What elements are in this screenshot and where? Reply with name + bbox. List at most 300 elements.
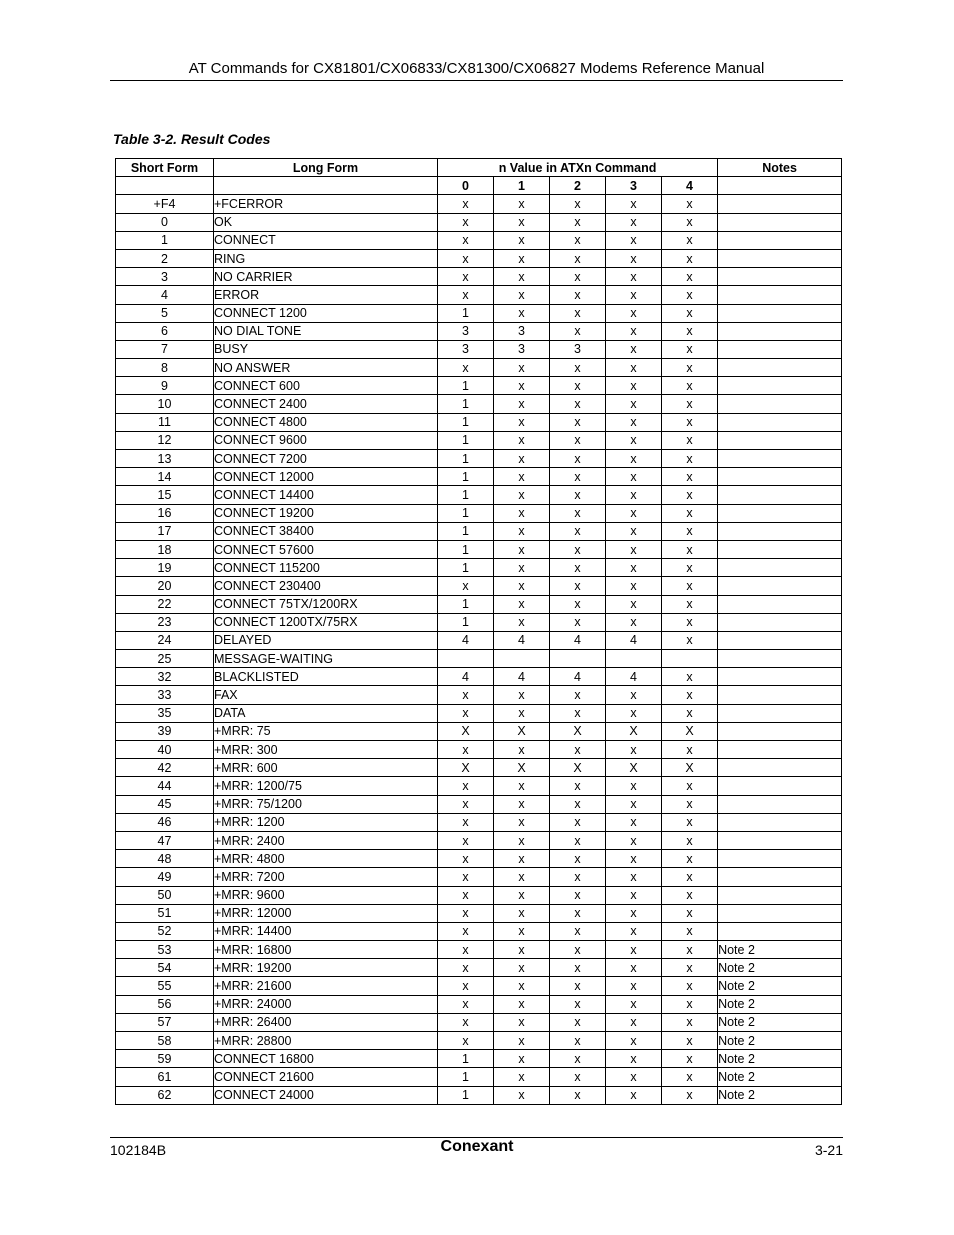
notes-cell: [718, 850, 842, 868]
short-form-cell: 58: [116, 1032, 214, 1050]
notes-cell: [718, 195, 842, 213]
notes-cell: [718, 540, 842, 558]
running-header: AT Commands for CX81801/CX06833/CX81300/CX06827 Modems Reference Manual: [188, 60, 765, 77]
n0-cell: 1: [438, 304, 494, 322]
n3-cell: x: [606, 359, 662, 377]
n2-cell: x: [550, 231, 606, 249]
n2-cell: [550, 650, 606, 668]
n4-cell: x: [662, 395, 718, 413]
n1-cell: x: [494, 522, 550, 540]
notes-cell: Note 2: [718, 995, 842, 1013]
n3-cell: x: [606, 977, 662, 995]
short-form-cell: 17: [116, 522, 214, 540]
notes-cell: Note 2: [718, 1086, 842, 1104]
notes-cell: [718, 522, 842, 540]
table-body: [116, 195, 842, 1104]
short-form-cell: 44: [116, 777, 214, 795]
n4-cell: x: [662, 850, 718, 868]
table-row: [116, 922, 842, 940]
n2-cell: x: [550, 959, 606, 977]
n4-cell: x: [662, 268, 718, 286]
short-form-cell: 40: [116, 741, 214, 759]
n4-cell: x: [662, 941, 718, 959]
n0-cell: 3: [438, 322, 494, 340]
short-form-cell: +F4: [116, 195, 214, 213]
n1-cell: x: [494, 995, 550, 1013]
n3-cell: x: [606, 686, 662, 704]
table-row: [116, 213, 842, 231]
notes-cell: [718, 813, 842, 831]
n0-cell: 1: [438, 504, 494, 522]
long-form-cell: CONNECT 1200: [214, 304, 438, 322]
notes-cell: [718, 722, 842, 740]
n1-cell: x: [494, 941, 550, 959]
n2-cell: X: [550, 722, 606, 740]
n2-cell: 4: [550, 631, 606, 649]
short-form-cell: 49: [116, 868, 214, 886]
n0-cell: 1: [438, 1068, 494, 1086]
n4-cell: x: [662, 540, 718, 558]
table-row: [116, 1032, 842, 1050]
n1-cell: x: [494, 304, 550, 322]
long-form-cell: +MRR: 75/1200: [214, 795, 438, 813]
table-row: [116, 741, 842, 759]
long-form-cell: CONNECT 2400: [214, 395, 438, 413]
n2-cell: x: [550, 831, 606, 849]
table-row: [116, 450, 842, 468]
column-header-long-form: Long Form: [214, 159, 438, 177]
long-form-cell: NO ANSWER: [214, 359, 438, 377]
table-row: [116, 395, 842, 413]
n1-cell: X: [494, 759, 550, 777]
notes-cell: [718, 686, 842, 704]
n4-cell: x: [662, 613, 718, 631]
n4-cell: x: [662, 1013, 718, 1031]
n4-cell: x: [662, 231, 718, 249]
n0-cell: x: [438, 813, 494, 831]
table-row: [116, 468, 842, 486]
n4-cell: x: [662, 304, 718, 322]
n0-cell: x: [438, 850, 494, 868]
long-form-cell: CONNECT 16800: [214, 1050, 438, 1068]
table-row: [116, 377, 842, 395]
n3-cell: x: [606, 1050, 662, 1068]
n1-cell: x: [494, 850, 550, 868]
n2-cell: x: [550, 922, 606, 940]
notes-cell: [718, 741, 842, 759]
short-form-cell: 57: [116, 1013, 214, 1031]
subheader-n3: 3: [606, 177, 662, 195]
short-form-cell: 22: [116, 595, 214, 613]
n1-cell: x: [494, 813, 550, 831]
n1-cell: x: [494, 249, 550, 267]
table-row: [116, 1086, 842, 1104]
long-form-cell: +MRR: 9600: [214, 886, 438, 904]
n2-cell: x: [550, 850, 606, 868]
n2-cell: X: [550, 759, 606, 777]
n1-cell: x: [494, 922, 550, 940]
n0-cell: 1: [438, 377, 494, 395]
n2-cell: x: [550, 304, 606, 322]
table-row: [116, 268, 842, 286]
n2-cell: x: [550, 941, 606, 959]
n4-cell: x: [662, 777, 718, 795]
long-form-cell: FAX: [214, 686, 438, 704]
n3-cell: x: [606, 450, 662, 468]
n4-cell: x: [662, 322, 718, 340]
short-form-cell: 42: [116, 759, 214, 777]
n3-cell: X: [606, 722, 662, 740]
long-form-cell: RING: [214, 249, 438, 267]
short-form-cell: 12: [116, 431, 214, 449]
n3-cell: x: [606, 213, 662, 231]
long-form-cell: CONNECT 230400: [214, 577, 438, 595]
short-form-cell: 55: [116, 977, 214, 995]
n4-cell: x: [662, 704, 718, 722]
n0-cell: 4: [438, 668, 494, 686]
document-number: 102184B: [110, 1142, 167, 1158]
short-form-cell: 24: [116, 631, 214, 649]
notes-cell: [718, 377, 842, 395]
subheader-n4: 4: [662, 177, 718, 195]
n2-cell: x: [550, 377, 606, 395]
long-form-cell: CONNECT 115200: [214, 559, 438, 577]
n4-cell: x: [662, 359, 718, 377]
n1-cell: x: [494, 468, 550, 486]
short-form-cell: 0: [116, 213, 214, 231]
table-row: [116, 650, 842, 668]
table-caption: Table 3-2. Result Codes: [113, 131, 271, 147]
n0-cell: 4: [438, 631, 494, 649]
n1-cell: x: [494, 1050, 550, 1068]
company-name: Conexant: [440, 1138, 514, 1155]
notes-cell: [718, 650, 842, 668]
n4-cell: x: [662, 1068, 718, 1086]
n3-cell: x: [606, 813, 662, 831]
n1-cell: x: [494, 195, 550, 213]
n2-cell: x: [550, 1013, 606, 1031]
n0-cell: x: [438, 922, 494, 940]
n0-cell: 1: [438, 1050, 494, 1068]
n0-cell: 1: [438, 613, 494, 631]
table-row: [116, 977, 842, 995]
column-header-n-value: n Value in ATXn Command: [438, 159, 718, 177]
notes-cell: Note 2: [718, 941, 842, 959]
n2-cell: x: [550, 395, 606, 413]
table-row: [116, 613, 842, 631]
long-form-cell: CONNECT 38400: [214, 522, 438, 540]
table-row: [116, 631, 842, 649]
n0-cell: 1: [438, 540, 494, 558]
long-form-cell: CONNECT 14400: [214, 486, 438, 504]
notes-cell: [718, 631, 842, 649]
n1-cell: x: [494, 977, 550, 995]
n3-cell: x: [606, 504, 662, 522]
n2-cell: x: [550, 504, 606, 522]
n4-cell: x: [662, 668, 718, 686]
n3-cell: 4: [606, 631, 662, 649]
notes-cell: [718, 340, 842, 358]
n0-cell: 1: [438, 559, 494, 577]
n4-cell: x: [662, 213, 718, 231]
short-form-cell: 35: [116, 704, 214, 722]
n1-cell: 3: [494, 340, 550, 358]
short-form-cell: 46: [116, 813, 214, 831]
n3-cell: x: [606, 868, 662, 886]
long-form-cell: +MRR: 14400: [214, 922, 438, 940]
n4-cell: X: [662, 722, 718, 740]
long-form-cell: NO CARRIER: [214, 268, 438, 286]
short-form-cell: 23: [116, 613, 214, 631]
n1-cell: x: [494, 777, 550, 795]
n3-cell: x: [606, 322, 662, 340]
short-form-cell: 16: [116, 504, 214, 522]
n0-cell: x: [438, 704, 494, 722]
n2-cell: x: [550, 904, 606, 922]
short-form-cell: 19: [116, 559, 214, 577]
n2-cell: x: [550, 777, 606, 795]
notes-cell: [718, 831, 842, 849]
notes-cell: [718, 886, 842, 904]
n3-cell: x: [606, 231, 662, 249]
table-row: [116, 431, 842, 449]
n0-cell: x: [438, 868, 494, 886]
table-row: [116, 704, 842, 722]
notes-cell: [718, 704, 842, 722]
n4-cell: x: [662, 741, 718, 759]
table-row: [116, 231, 842, 249]
table-row: [116, 759, 842, 777]
short-form-cell: 20: [116, 577, 214, 595]
long-form-cell: +MRR: 2400: [214, 831, 438, 849]
long-form-cell: BUSY: [214, 340, 438, 358]
short-form-cell: 7: [116, 340, 214, 358]
table-row: [116, 304, 842, 322]
n0-cell: x: [438, 231, 494, 249]
long-form-cell: CONNECT 1200TX/75RX: [214, 613, 438, 631]
notes-cell: Note 2: [718, 1032, 842, 1050]
n3-cell: x: [606, 468, 662, 486]
column-header-short-form: Short Form: [116, 159, 214, 177]
long-form-cell: +MRR: 16800: [214, 941, 438, 959]
n2-cell: x: [550, 868, 606, 886]
n4-cell: x: [662, 249, 718, 267]
short-form-cell: 52: [116, 922, 214, 940]
long-form-cell: MESSAGE-WAITING: [214, 650, 438, 668]
n0-cell: x: [438, 795, 494, 813]
n2-cell: x: [550, 286, 606, 304]
short-form-cell: 5: [116, 304, 214, 322]
n2-cell: x: [550, 741, 606, 759]
n3-cell: x: [606, 486, 662, 504]
short-form-cell: 15: [116, 486, 214, 504]
long-form-cell: +MRR: 300: [214, 741, 438, 759]
n0-cell: x: [438, 831, 494, 849]
subheader-n1: 1: [494, 177, 550, 195]
n3-cell: x: [606, 377, 662, 395]
n3-cell: x: [606, 431, 662, 449]
table-row: [116, 795, 842, 813]
n2-cell: x: [550, 886, 606, 904]
n2-cell: 3: [550, 340, 606, 358]
n3-cell: x: [606, 595, 662, 613]
n4-cell: X: [662, 759, 718, 777]
n4-cell: x: [662, 595, 718, 613]
n1-cell: x: [494, 1032, 550, 1050]
n4-cell: x: [662, 577, 718, 595]
n0-cell: x: [438, 577, 494, 595]
n3-cell: x: [606, 831, 662, 849]
table-row: [116, 195, 842, 213]
n0-cell: x: [438, 249, 494, 267]
short-form-cell: 18: [116, 540, 214, 558]
n3-cell: x: [606, 304, 662, 322]
n4-cell: x: [662, 468, 718, 486]
n1-cell: x: [494, 395, 550, 413]
n3-cell: x: [606, 941, 662, 959]
subheader-n0: 0: [438, 177, 494, 195]
n2-cell: x: [550, 322, 606, 340]
n3-cell: x: [606, 540, 662, 558]
long-form-cell: +MRR: 19200: [214, 959, 438, 977]
n2-cell: x: [550, 431, 606, 449]
notes-cell: Note 2: [718, 959, 842, 977]
n4-cell: x: [662, 286, 718, 304]
notes-cell: [718, 868, 842, 886]
n0-cell: x: [438, 941, 494, 959]
n1-cell: x: [494, 559, 550, 577]
n0-cell: x: [438, 686, 494, 704]
table-row: [116, 886, 842, 904]
long-form-cell: +MRR: 21600: [214, 977, 438, 995]
short-form-cell: 10: [116, 395, 214, 413]
column-header-notes: Notes: [718, 159, 842, 177]
long-form-cell: +MRR: 600: [214, 759, 438, 777]
n3-cell: x: [606, 850, 662, 868]
notes-cell: [718, 795, 842, 813]
long-form-cell: CONNECT: [214, 231, 438, 249]
short-form-cell: 11: [116, 413, 214, 431]
n1-cell: x: [494, 286, 550, 304]
short-form-cell: 47: [116, 831, 214, 849]
n4-cell: x: [662, 559, 718, 577]
n4-cell: x: [662, 377, 718, 395]
n1-cell: x: [494, 595, 550, 613]
n2-cell: x: [550, 268, 606, 286]
n2-cell: x: [550, 522, 606, 540]
n0-cell: x: [438, 359, 494, 377]
long-form-cell: +MRR: 1200/75: [214, 777, 438, 795]
n1-cell: x: [494, 1068, 550, 1086]
n4-cell: x: [662, 1086, 718, 1104]
notes-cell: [718, 359, 842, 377]
n1-cell: [494, 650, 550, 668]
subheader-blank: [116, 177, 214, 195]
n0-cell: x: [438, 777, 494, 795]
long-form-cell: +MRR: 24000: [214, 995, 438, 1013]
table-row: [116, 813, 842, 831]
n3-cell: x: [606, 922, 662, 940]
n1-cell: x: [494, 431, 550, 449]
short-form-cell: 61: [116, 1068, 214, 1086]
short-form-cell: 62: [116, 1086, 214, 1104]
n1-cell: x: [494, 359, 550, 377]
n3-cell: x: [606, 795, 662, 813]
n0-cell: 1: [438, 450, 494, 468]
n0-cell: 1: [438, 413, 494, 431]
n0-cell: x: [438, 1013, 494, 1031]
n1-cell: x: [494, 1086, 550, 1104]
n1-cell: x: [494, 613, 550, 631]
table-subheader-row: [116, 177, 842, 195]
n4-cell: x: [662, 195, 718, 213]
notes-cell: [718, 777, 842, 795]
n1-cell: x: [494, 213, 550, 231]
notes-cell: [718, 504, 842, 522]
notes-cell: [718, 450, 842, 468]
n2-cell: x: [550, 540, 606, 558]
short-form-cell: 50: [116, 886, 214, 904]
n3-cell: x: [606, 613, 662, 631]
table-row: [116, 522, 842, 540]
n3-cell: x: [606, 268, 662, 286]
notes-cell: [718, 249, 842, 267]
n2-cell: x: [550, 359, 606, 377]
notes-cell: [718, 559, 842, 577]
n4-cell: x: [662, 340, 718, 358]
table-row: [116, 959, 842, 977]
n0-cell: X: [438, 722, 494, 740]
n1-cell: x: [494, 831, 550, 849]
n2-cell: x: [550, 1050, 606, 1068]
n3-cell: x: [606, 340, 662, 358]
table-row: [116, 995, 842, 1013]
n0-cell: x: [438, 741, 494, 759]
n0-cell: x: [438, 886, 494, 904]
table-row: [116, 904, 842, 922]
long-form-cell: BLACKLISTED: [214, 668, 438, 686]
n4-cell: x: [662, 831, 718, 849]
n2-cell: 4: [550, 668, 606, 686]
long-form-cell: CONNECT 9600: [214, 431, 438, 449]
n1-cell: x: [494, 1013, 550, 1031]
table-row: [116, 1050, 842, 1068]
n0-cell: 1: [438, 468, 494, 486]
n1-cell: x: [494, 795, 550, 813]
short-form-cell: 4: [116, 286, 214, 304]
n0-cell: 1: [438, 486, 494, 504]
n2-cell: x: [550, 413, 606, 431]
notes-cell: [718, 213, 842, 231]
notes-cell: [718, 286, 842, 304]
n0-cell: 1: [438, 1086, 494, 1104]
short-form-cell: 3: [116, 268, 214, 286]
long-form-cell: CONNECT 21600: [214, 1068, 438, 1086]
n4-cell: x: [662, 1032, 718, 1050]
short-form-cell: 25: [116, 650, 214, 668]
n2-cell: x: [550, 613, 606, 631]
n2-cell: x: [550, 995, 606, 1013]
n4-cell: x: [662, 959, 718, 977]
long-form-cell: CONNECT 57600: [214, 540, 438, 558]
n4-cell: x: [662, 522, 718, 540]
notes-cell: [718, 595, 842, 613]
table-row: [116, 831, 842, 849]
n4-cell: x: [662, 868, 718, 886]
n0-cell: 1: [438, 522, 494, 540]
n3-cell: x: [606, 777, 662, 795]
n3-cell: x: [606, 741, 662, 759]
